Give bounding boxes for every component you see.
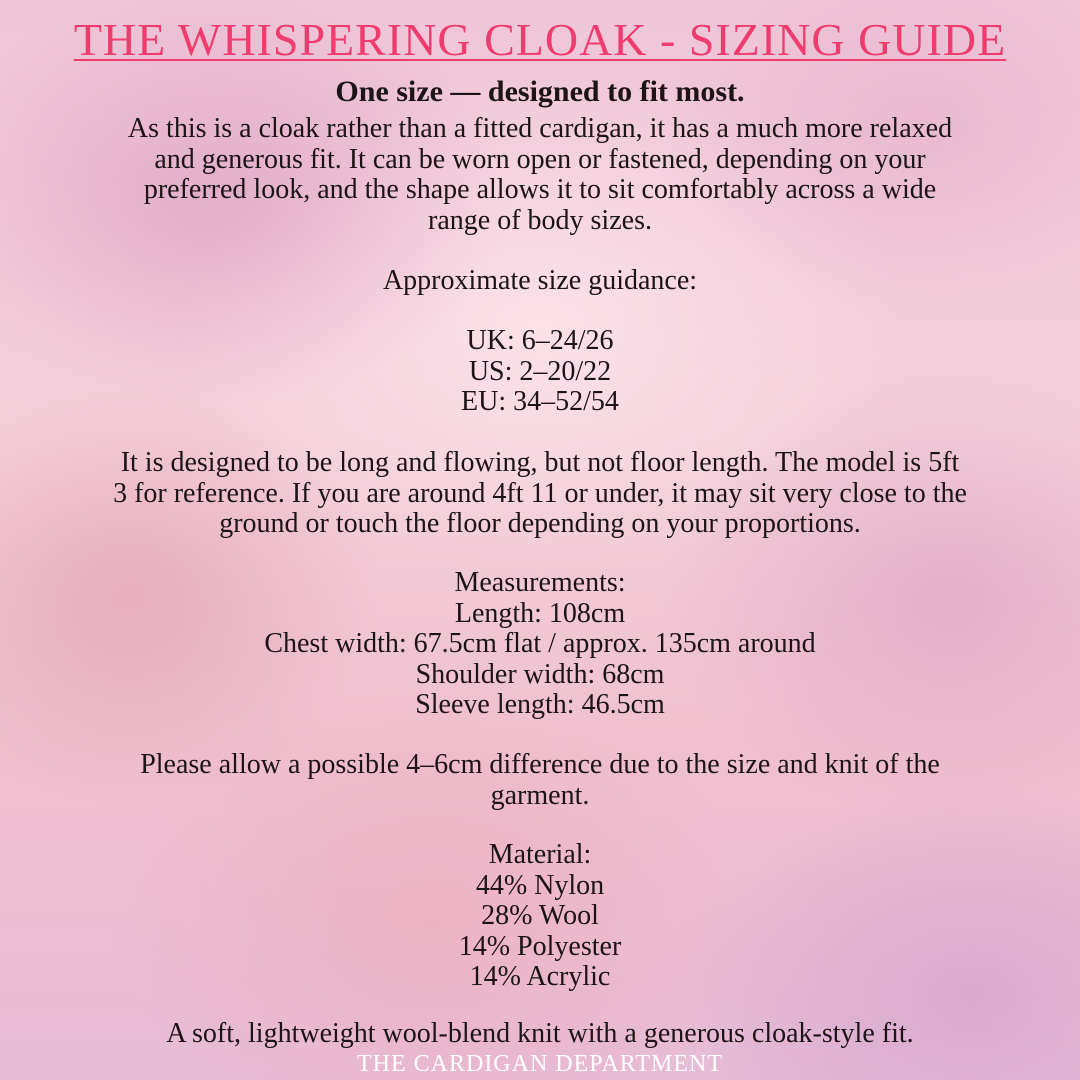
size-guidance-heading: Approximate size guidance: (382, 265, 698, 296)
tolerance-line: garment. (490, 779, 590, 811)
material-section (90, 840, 990, 993)
tolerance-note (90, 750, 990, 811)
intro-paragraph (90, 114, 990, 236)
size-us: US: 2–20/22 (468, 355, 612, 387)
measurements-section (90, 568, 990, 721)
closing-description: A soft, lightweight wool-blend knit with a generous cloak-style fit. (166, 1018, 914, 1049)
one-size-subtitle: One size — designed to fit most. (335, 75, 745, 108)
length-note-line: 3 for reference. If you are around 4ft 11 or under, it may sit very close to the (113, 477, 967, 509)
brand-name: THE CARDIGAN DEPARTMENT (356, 1051, 723, 1077)
intro-line: As this is a cloak rather than a fitted cardigan, it has a much more relaxed (127, 113, 953, 144)
intro-line: preferred look, and the shape allows it to sit comfortably across a wide (143, 174, 937, 205)
measurement-chest: Chest width: 67.5cm flat / approx. 135cm around (264, 628, 816, 659)
length-note (90, 448, 990, 540)
material-acrylic: 14% Acrylic (469, 961, 611, 992)
material-nylon: 44% Nylon (475, 869, 605, 901)
intro-line: range of body sizes. (428, 204, 652, 236)
page-title: THE WHISPERING CLOAK - SIZING GUIDE (73, 14, 1007, 65)
intro-line: and generous fit. It can be worn open or fastened, depending on your (154, 143, 926, 175)
material-wool: 28% Wool (481, 900, 599, 931)
material-heading: Material: (488, 839, 592, 870)
size-eu: EU: 34–52/54 (461, 386, 619, 417)
length-note-line: ground or touch the floor depending on your proportions. (219, 508, 861, 539)
size-list (90, 326, 990, 418)
size-uk: UK: 6–24/26 (466, 325, 614, 356)
measurement-sleeve: Sleeve length: 46.5cm (415, 689, 665, 720)
measurement-shoulder: Shoulder width: 68cm (415, 658, 665, 690)
material-polyester: 14% Polyester (458, 930, 622, 962)
length-note-line: It is designed to be long and flowing, but not floor length. The model is 5ft (120, 447, 960, 478)
tolerance-line: Please allow a possible 4–6cm difference due to the size and knit of the (140, 749, 940, 780)
measurements-heading: Measurements: (454, 567, 626, 598)
measurement-length: Length: 108cm (454, 597, 626, 629)
